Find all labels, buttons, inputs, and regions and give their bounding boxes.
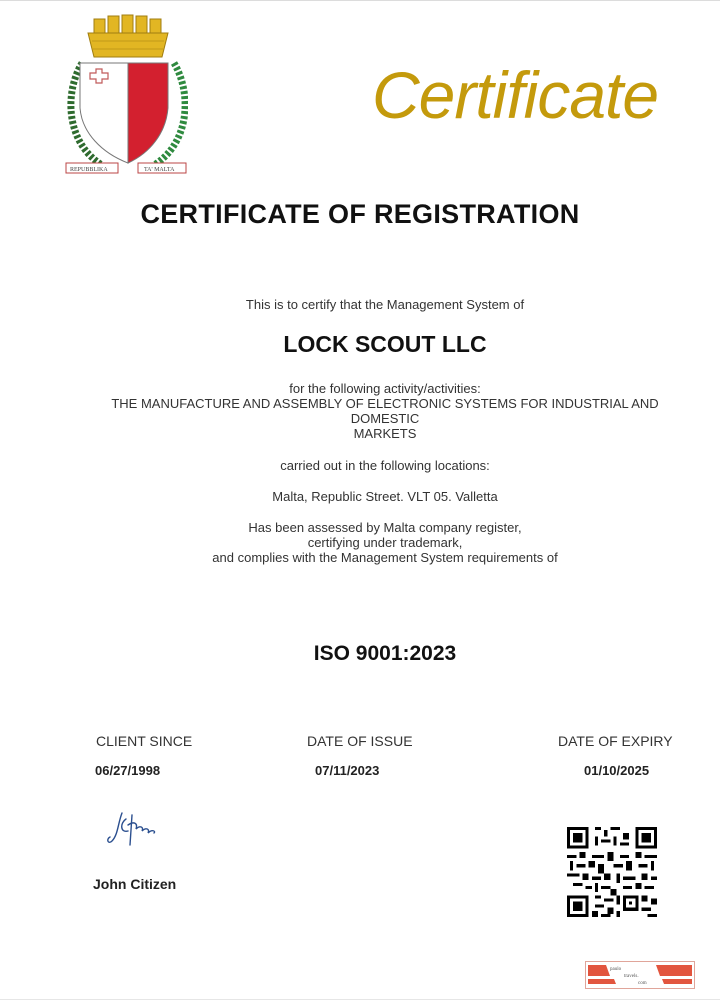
svg-text:com: com	[638, 981, 647, 986]
date-of-expiry-value: 01/10/2025	[584, 763, 650, 778]
activity-line-1: THE MANUFACTURE AND ASSEMBLY OF ELECTRONIC SYSTEMS FOR INDUSTRIAL AND	[111, 396, 659, 411]
activity-line-2: DOMESTIC	[350, 411, 420, 426]
date-of-issue-value: 07/11/2023	[315, 763, 380, 778]
location-text: Malta, Republic Street. VLT 05. Valletta	[272, 489, 498, 504]
page-title: CERTIFICATE OF REGISTRATION	[140, 199, 580, 229]
locations-intro: carried out in the following locations:	[280, 458, 490, 473]
activity-line-3: MARKETS	[353, 426, 417, 441]
client-since-value: 06/27/1998	[95, 763, 161, 778]
svg-text:travels.: travels.	[624, 974, 639, 979]
intro-text: This is to certify that the Management System of	[245, 297, 525, 312]
assessed-line-1: Has been assessed by Malta company register,	[248, 520, 522, 535]
company-name: LOCK SCOUT LLC	[283, 331, 487, 357]
client-since-label: CLIENT SINCE	[96, 733, 193, 749]
activity-intro: for the following activity/activities:	[289, 381, 481, 396]
date-of-issue-label: DATE OF ISSUE	[307, 733, 413, 749]
signer-name: John Citizen	[93, 876, 177, 892]
malta-coat-of-arms-icon	[58, 13, 188, 183]
watermark-logo	[585, 961, 695, 989]
svg-text:TA' MALTA: TA' MALTA	[144, 167, 175, 173]
assessed-line-2: certifying under trademark,	[307, 535, 463, 550]
watermark-stripes-icon	[586, 962, 694, 988]
qr-code-icon[interactable]	[567, 827, 657, 917]
date-of-expiry-label: DATE OF EXPIRY	[558, 733, 673, 749]
signature-icon	[104, 809, 164, 849]
svg-text:paulo: paulo	[610, 967, 622, 972]
certificate-script-title: Certificate	[372, 58, 659, 132]
assessed-line-3: and complies with the Management System requirements of	[212, 550, 558, 565]
iso-standard: ISO 9001:2023	[313, 642, 457, 665]
svg-text:REPUBBLIKA: REPUBBLIKA	[70, 167, 108, 173]
